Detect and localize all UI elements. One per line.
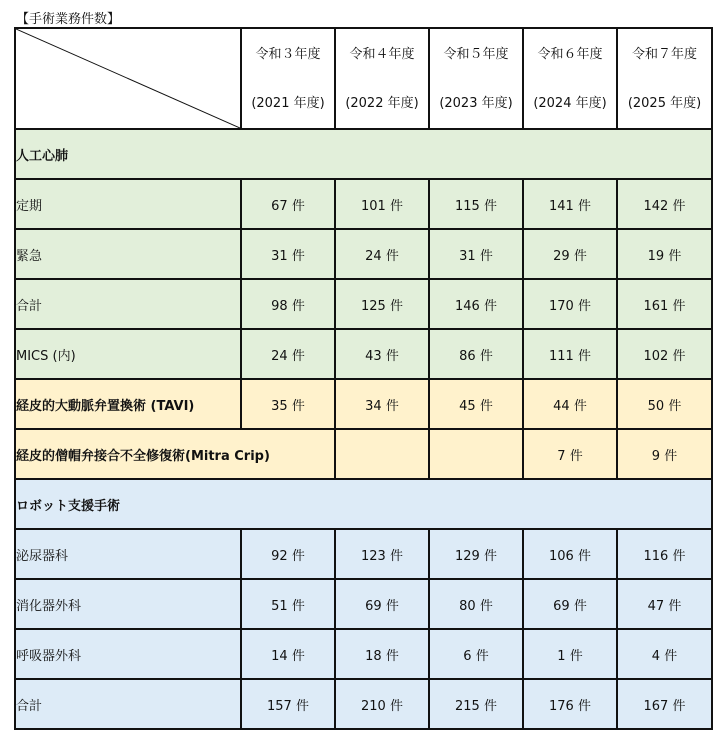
cell-value: 6 件 — [429, 629, 523, 679]
cell-value: 176 件 — [523, 679, 617, 729]
header-era: 令和６年度 — [537, 46, 603, 62]
cell-value: 14 件 — [241, 629, 335, 679]
header-year-4 — [523, 28, 617, 129]
cell-value: 215 件 — [429, 679, 523, 729]
cell-value: 1 件 — [523, 629, 617, 679]
header-year: (2025 年度) — [627, 95, 702, 111]
cell-value: 115 件 — [429, 179, 523, 229]
cell-value: 98 件 — [241, 279, 335, 329]
cell-value: 50 件 — [617, 379, 712, 429]
surgery-count-table — [14, 27, 713, 730]
section-title: 人工心肺 — [15, 129, 712, 179]
table-caption: 【手術業務件数】 — [16, 12, 121, 27]
cell-value: 129 件 — [429, 529, 523, 579]
row-label: 消化器外科 — [15, 579, 241, 629]
cell-value: 80 件 — [429, 579, 523, 629]
row-label: 緊急 — [15, 229, 241, 279]
header-year: (2021 年度) — [251, 95, 325, 111]
cell-value: 67 件 — [241, 179, 335, 229]
cell-value: 9 件 — [617, 429, 712, 479]
table-row — [15, 679, 712, 729]
row-label: 経皮的僧帽弁接合不全修復術(Mitra Crip) — [15, 429, 335, 479]
row-label: 定期 — [15, 179, 241, 229]
cell-value: 161 件 — [617, 279, 712, 329]
row-label: MICS (内) — [15, 329, 241, 379]
row-label: 合計 — [15, 679, 241, 729]
header-year-3 — [429, 28, 523, 129]
cell-value: 4 件 — [617, 629, 712, 679]
row-label: 合計 — [15, 279, 241, 329]
header-year-2 — [335, 28, 429, 129]
table-row — [15, 329, 712, 379]
cell-value: 116 件 — [617, 529, 712, 579]
cell-value: 18 件 — [335, 629, 429, 679]
cell-value: 92 件 — [241, 529, 335, 579]
header-year: (2023 年度) — [439, 95, 513, 111]
cell-value: 170 件 — [523, 279, 617, 329]
cell-value: 43 件 — [335, 329, 429, 379]
table-row — [15, 629, 712, 679]
corner-cell — [15, 28, 241, 129]
row-label: 経皮的大動脈弁置換術 (TAVI) — [15, 379, 241, 429]
cell-empty — [335, 429, 429, 479]
table-row — [15, 579, 712, 629]
cell-value: 69 件 — [523, 579, 617, 629]
header-row — [15, 28, 712, 129]
section-heart-title-row — [15, 129, 712, 179]
cell-value: 167 件 — [617, 679, 712, 729]
cell-value: 125 件 — [335, 279, 429, 329]
section-robot-title-row — [15, 479, 712, 529]
cell-value: 29 件 — [523, 229, 617, 279]
table-row — [15, 179, 712, 229]
header-year: (2024 年度) — [533, 95, 607, 111]
header-year-1 — [241, 28, 335, 129]
cell-empty — [429, 429, 523, 479]
cell-value: 31 件 — [429, 229, 523, 279]
cell-value: 102 件 — [617, 329, 712, 379]
cell-value: 86 件 — [429, 329, 523, 379]
cell-value: 34 件 — [335, 379, 429, 429]
cell-value: 141 件 — [523, 179, 617, 229]
cell-value: 210 件 — [335, 679, 429, 729]
cell-value: 111 件 — [523, 329, 617, 379]
cell-value: 69 件 — [335, 579, 429, 629]
header-year: (2022 年度) — [345, 95, 419, 111]
row-label: 呼吸器外科 — [15, 629, 241, 679]
cell-value: 35 件 — [241, 379, 335, 429]
diagonal-line — [16, 29, 240, 128]
table-row-tavi — [15, 379, 712, 429]
cell-value: 7 件 — [523, 429, 617, 479]
header-era: 令和５年度 — [443, 46, 509, 62]
cell-value: 146 件 — [429, 279, 523, 329]
cell-value: 47 件 — [617, 579, 712, 629]
cell-value: 24 件 — [241, 329, 335, 379]
header-year-5 — [617, 28, 712, 129]
table-row-mitra — [15, 429, 712, 479]
cell-value: 106 件 — [523, 529, 617, 579]
cell-value: 31 件 — [241, 229, 335, 279]
cell-value: 24 件 — [335, 229, 429, 279]
header-era: 令和３年度 — [255, 46, 321, 62]
cell-value: 51 件 — [241, 579, 335, 629]
section-title: ロボット支援手術 — [15, 479, 712, 529]
cell-value: 142 件 — [617, 179, 712, 229]
row-label: 泌尿器科 — [15, 529, 241, 579]
header-era: 令和４年度 — [349, 46, 415, 62]
header-era: 令和７年度 — [631, 46, 697, 62]
cell-value: 44 件 — [523, 379, 617, 429]
cell-value: 45 件 — [429, 379, 523, 429]
cell-value: 101 件 — [335, 179, 429, 229]
table-row — [15, 229, 712, 279]
cell-value: 19 件 — [617, 229, 712, 279]
cell-value: 123 件 — [335, 529, 429, 579]
table-row — [15, 529, 712, 579]
cell-value: 157 件 — [241, 679, 335, 729]
table-row — [15, 279, 712, 329]
